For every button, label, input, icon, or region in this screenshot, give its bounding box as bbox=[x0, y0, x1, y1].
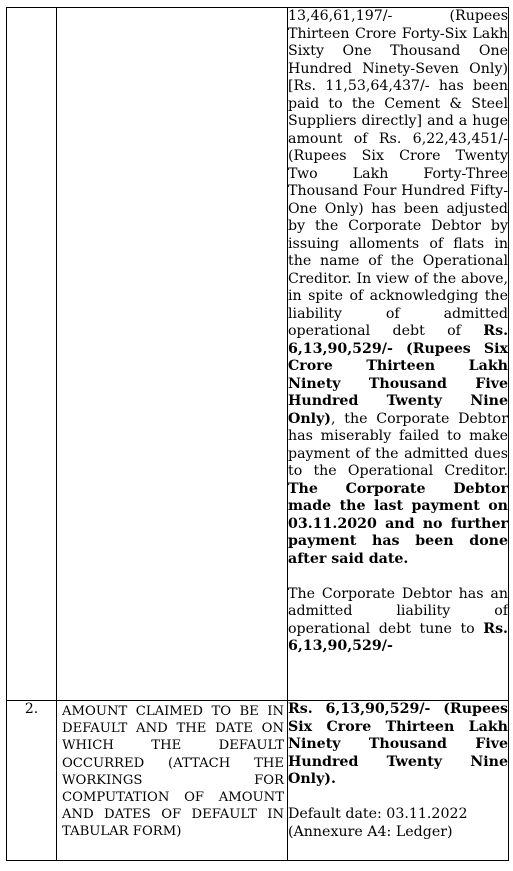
details-cell bbox=[288, 701, 509, 861]
claim-details-table bbox=[6, 7, 509, 861]
payment-details-paragraph bbox=[288, 8, 508, 568]
admitted-liability-text: The Corporate Debtor has an admitted liability of operational debt tune to bbox=[288, 585, 508, 637]
serial-number: 2. bbox=[7, 701, 57, 861]
admitted-liability-amount: Rs. 6,13,90,529/- bbox=[288, 620, 508, 654]
table-row bbox=[7, 701, 509, 861]
admitted-debt-amount: Rs. 6,13,90,529/- (Rupees Six Crore Thirteen Lakh Ninety Thousand Five Hundred Twenty Nine Only) bbox=[288, 323, 509, 427]
annexure-reference: (Annexure A4: Ledger) bbox=[288, 823, 453, 840]
default-date: Default date: 03.11.2022 bbox=[288, 806, 468, 822]
table-row bbox=[7, 8, 509, 701]
particulars-cell bbox=[57, 8, 288, 701]
admitted-liability-paragraph bbox=[288, 586, 508, 656]
payment-details-text: 13,46,61,197/- (Rupees Thirteen Crore Forty-Six Lakh Sixty One Thousand One Hundred Ninety-Seven Only) [Rs. 11,53,64,437/- has been paid to the Cement & Steel Suppliers directly] and a huge amount of Rs. 6,22,43,451/- (Rupees Six Crore Twenty Two Lakh Forty-Three Thousand Four Hundred Fifty-One Only) has been adjusted by the Corporate Debtor by issuing alloments of flats in the name of the Operational Creditor. In view of the above, in spite of acknowledging the liability of admitted operational debt of bbox=[288, 8, 508, 339]
particulars-cell bbox=[57, 701, 288, 861]
serial-cell bbox=[7, 8, 57, 701]
details-cell bbox=[288, 8, 509, 701]
failure-text: , the Corporate Debtor has miserably failed to make payment of the admitted dues to the Operational Creditor. bbox=[288, 410, 508, 479]
amount-claimed-label: AMOUNT CLAIMED TO BE IN DEFAULT AND THE DATE ON WHICH THE DEFAULT OCCURRED (ATTACH THE WORKINGS FOR COMPUTATION OF AMOUNT AND DATES OF DEFAULT IN TABULAR FORM) bbox=[62, 704, 284, 840]
last-payment-statement: The Corporate Debtor made the last payment on 03.11.2020 and no further payment has been done after said date. bbox=[288, 480, 508, 567]
claimed-amount: Rs. 6,13,90,529/- (Rupees Six Crore Thirteen Lakh Ninety Thousand Five Hundred Twenty Nine Only). bbox=[288, 701, 508, 787]
